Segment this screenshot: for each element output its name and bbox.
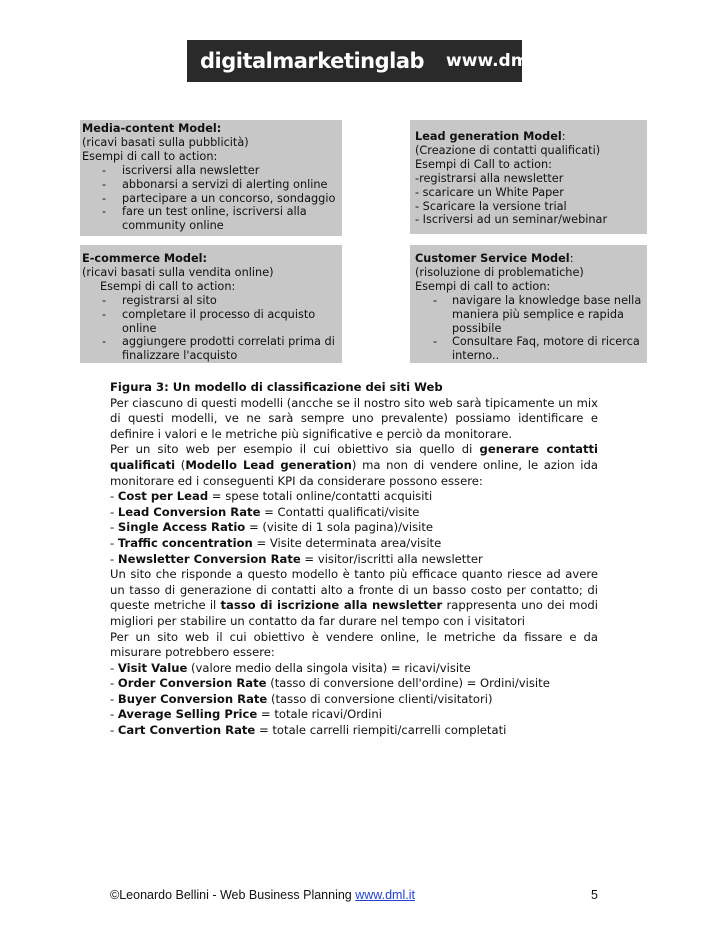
paragraph-sales-model: Per un sito web il cui obiettivo è vendere online, le metriche da fissare e da misurare potrebbero essere: [110, 629, 598, 660]
list-item: - iscriversi alla newsletter [102, 163, 260, 177]
box-line: - Scaricare la versione trial [415, 199, 567, 213]
list-item: - aggiungere prodotti correlati prima di finalizzare l'acquisto [102, 335, 335, 363]
metric-item: - Cart Convertion Rate = totale carrelli riempiti/carrelli completati [110, 723, 507, 738]
sales-metrics-list [110, 661, 598, 739]
list-item: - Consultare Faq, motore di ricerca interno.. [433, 335, 640, 363]
list-item: - registrarsi al sito [102, 293, 217, 307]
document-body [110, 380, 598, 739]
lead-generation-model-box [410, 120, 647, 234]
box-line: Esempi di Call to action: [415, 157, 552, 171]
box-list [415, 294, 647, 364]
box-title: Media-content Model: [82, 122, 222, 135]
metric-item: - Buyer Conversion Rate (tasso di conversione clienti/visitatori) [110, 691, 493, 706]
metric-item: - Order Conversion Rate (tasso di conversione dell'ordine) = Ordini/visite [110, 676, 550, 691]
box-line: - scaricare un White Paper [415, 185, 564, 199]
list-item: - fare un test online, iscriversi alla community online [102, 205, 307, 233]
box-title-row: Lead generation Model: [415, 130, 566, 143]
list-item: - abbonarsi a servizi di alerting online [102, 177, 328, 191]
footer-link[interactable]: www.dml.it [355, 888, 415, 902]
box-line: (ricavi basati sulla pubblicità) [82, 135, 249, 149]
metric-item: - Visit Value (valore medio della singola visita) = ricavi/visite [110, 660, 471, 675]
box-line: -registrarsi alla newsletter [415, 171, 564, 185]
box-title: E-commerce Model: [82, 252, 208, 265]
box-title: Lead generation Model [415, 130, 562, 143]
lead-metrics-list [110, 489, 598, 567]
metric-item: - Average Selling Price = totale ricavi/Ordini [110, 707, 382, 722]
page-footer [110, 888, 598, 902]
metric-item: - Traffic concentration = Visite determinata area/visite [110, 535, 442, 550]
metric-item: - Lead Conversion Rate = Contatti qualificati/visite [110, 504, 420, 519]
box-line: (risoluzione di problematiche) [415, 265, 584, 279]
customer-service-model-box [410, 245, 647, 363]
paragraph-effectiveness: Un sito che risponde a questo modello è tanto più efficace quanto riesce ad avere un tasso di generazione di contatti alto a fronte di un basso costo per contatto; di queste metriche il tasso di iscrizione alla newsletter rappresenta uno dei modi migliori per stabilire un contatto da far durare nel tempo con i visitatori [110, 567, 599, 628]
box-line: Esempi di call to action: [100, 279, 236, 293]
paragraph-intro: Per ciascuno di questi modelli (ancche se il nostro sito web sarà tipicamente un mix di questi modelli, ve ne sarà sempre uno prevalente) possiamo identificare e definire i valori e le metriche più significative e perciò da monitorare. [110, 395, 598, 441]
box-list [82, 164, 342, 234]
box-line: (ricavi basati sulla vendita online) [82, 265, 274, 279]
media-content-model-box [80, 120, 342, 236]
box-title-row: Customer Service Model: [415, 252, 574, 265]
ecommerce-model-box [80, 245, 342, 363]
metric-item: - Single Access Ratio = (visite di 1 sola pagina)/visite [110, 520, 434, 535]
box-line: - Iscriversi ad un seminar/webinar [415, 213, 608, 227]
box-line: Esempi di call to action: [82, 149, 218, 163]
metric-item: - Newsletter Conversion Rate = visitor/iscritti alla newsletter [110, 551, 483, 566]
list-item: - completare il processo di acquisto online [102, 307, 316, 335]
figure-caption: Figura 3: Un modello di classificazione dei siti Web [110, 380, 443, 394]
logo-brand: digitalmarketinglab [200, 49, 425, 73]
paragraph-lead-model: Per un sito web per esempio il cui obiettivo sia quello di generare contatti qualificati (Modello Lead generation) ma non di vendere online, le azion ida monitorare ed i conseguenti KPI da considerare possono essere: [110, 442, 598, 488]
list-item: - navigare la knowledge base nella maniera più semplice e rapida possibile [433, 293, 642, 335]
box-list [82, 294, 342, 364]
box-line: (Creazione di contatti qualificati) [415, 143, 601, 157]
logo-url: www.dml.it [446, 51, 555, 71]
list-item: - partecipare a un concorso, sondaggio [102, 191, 336, 205]
metric-item: - Cost per Lead = spese totali online/contatti acquisiti [110, 489, 433, 504]
header-logo [187, 40, 555, 82]
box-line: Esempi di call to action: [415, 279, 551, 293]
page-number: 5 [591, 888, 598, 902]
footer-credit: ©Leonardo Bellini - Web Business Planning www.dml.it [110, 888, 415, 902]
box-title: Customer Service Model [415, 252, 570, 265]
